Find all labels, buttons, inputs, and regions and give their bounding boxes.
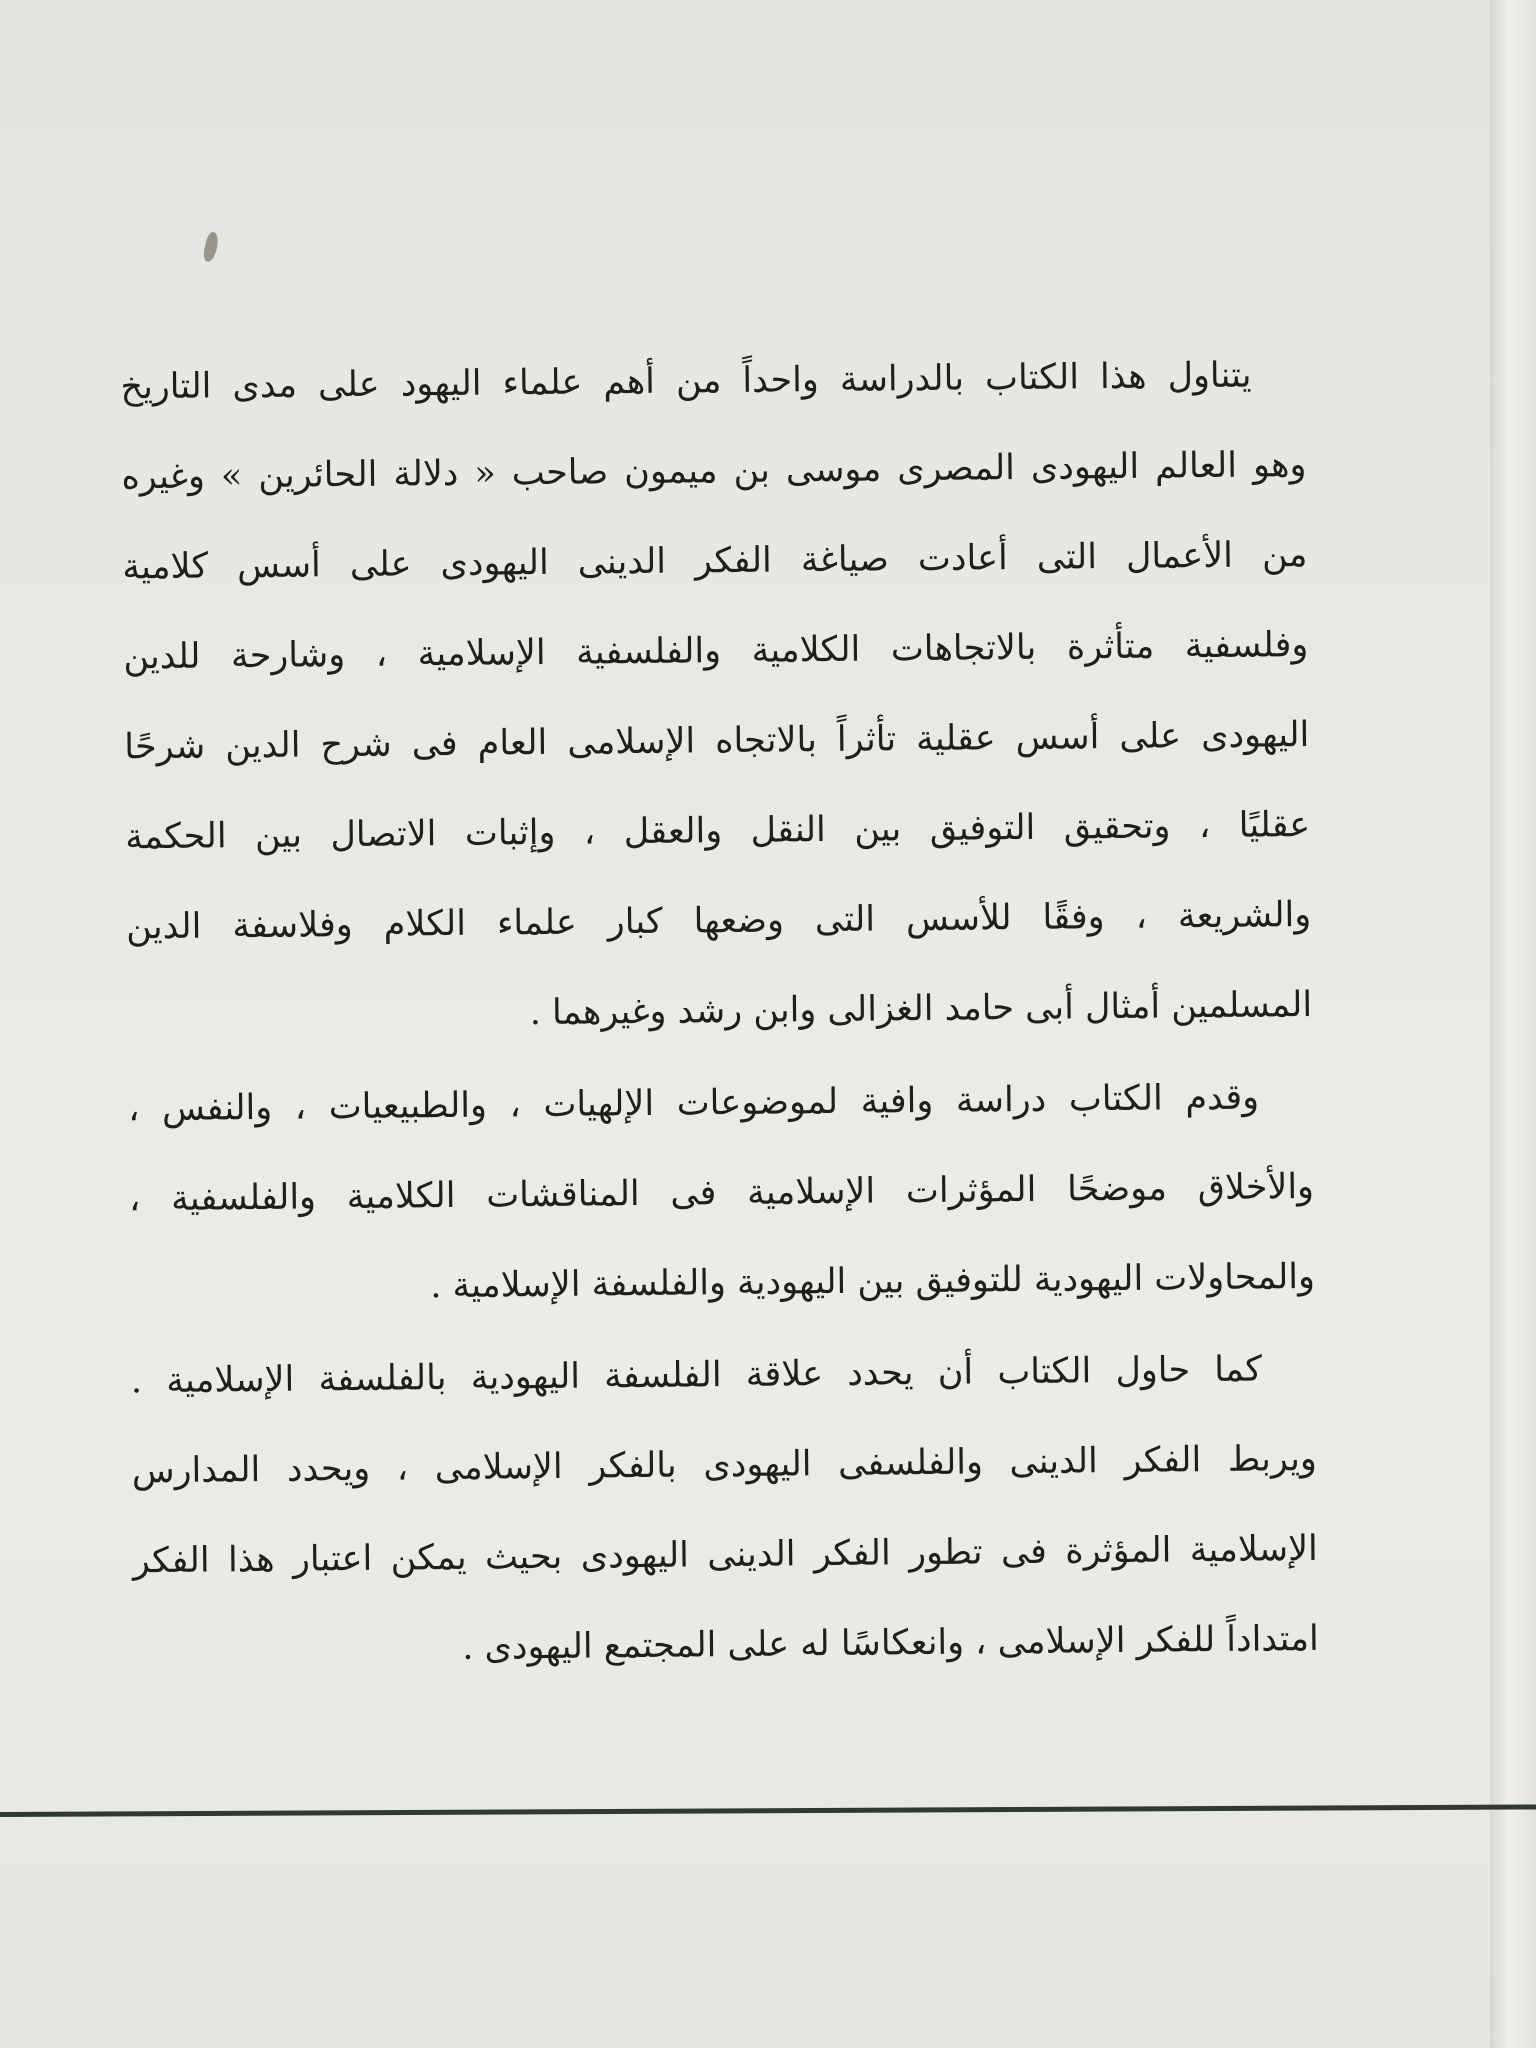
text-line: وفلسفية متأثرة بالاتجاهات الكلامية والفلسفية الإسلامية ، وشارحة للدين — [123, 624, 1309, 678]
text-line: الإسلامية المؤثرة فى تطور الفكر الدينى اليهودى بحيث يمكن اعتبار هذا الفكر — [132, 1528, 1318, 1582]
text-line: من الأعمال التى أعادت صياغة الفكر الدينى اليهودى على أسس كلامية — [122, 534, 1308, 588]
text-line: وهو العالم اليهودى المصرى موسى بن ميمون صاحب « دلالة الحائرين » وغيره — [121, 444, 1307, 498]
paragraph-2 — [128, 1052, 1316, 1334]
text-line: كما حاول الكتاب أن يحدد علاقة الفلسفة اليهودية بالفلسفة الإسلامية . — [130, 1349, 1263, 1402]
paragraph-1 — [120, 330, 1312, 1062]
text-line: اليهودى على أسس عقلية تأثراً بالاتجاه الإسلامى العام فى شرح الدين شرحًا — [124, 714, 1310, 768]
text-line: وقدم الكتاب دراسة وافية لموضوعات الإلهيات ، والطبيعيات ، والنفس ، — [127, 1077, 1260, 1130]
blurb-text — [120, 330, 1319, 1696]
text-line: امتداداً للفكر الإسلامى ، وانعكاسًا له على المجتمع اليهودى . — [462, 1618, 1319, 1668]
text-line: والشريعة ، وفقًا للأسس التى وضعها كبار علماء الكلام وفلاسفة الدين — [125, 894, 1312, 948]
text-line: ويربط الفكر الدينى والفلسفى اليهودى بالفكر الإسلامى ، ويحدد المدارس — [131, 1438, 1318, 1492]
text-line: المسلمين أمثال أبى حامد الغزالى وابن رشد وغيرهما . — [529, 984, 1313, 1034]
paragraph-3 — [130, 1324, 1319, 1696]
text-line: والمحاولات اليهودية للتوفيق بين اليهودية والفلسفة الإسلامية . — [430, 1256, 1316, 1307]
text-line: يتناول هذا الكتاب بالدراسة واحداً من أهم علماء اليهود على مدى التاريخ — [120, 355, 1252, 408]
text-line: عقليًا ، وتحقيق التوفيق بين النقل والعقل ، وإثبات الاتصال بين الحكمة — [125, 804, 1311, 858]
text-line: والأخلاق موضحًا المؤثرات الإسلامية فى المناقشات الكلامية والفلسفية ، — [128, 1166, 1315, 1220]
page-edge — [1490, 0, 1536, 2048]
